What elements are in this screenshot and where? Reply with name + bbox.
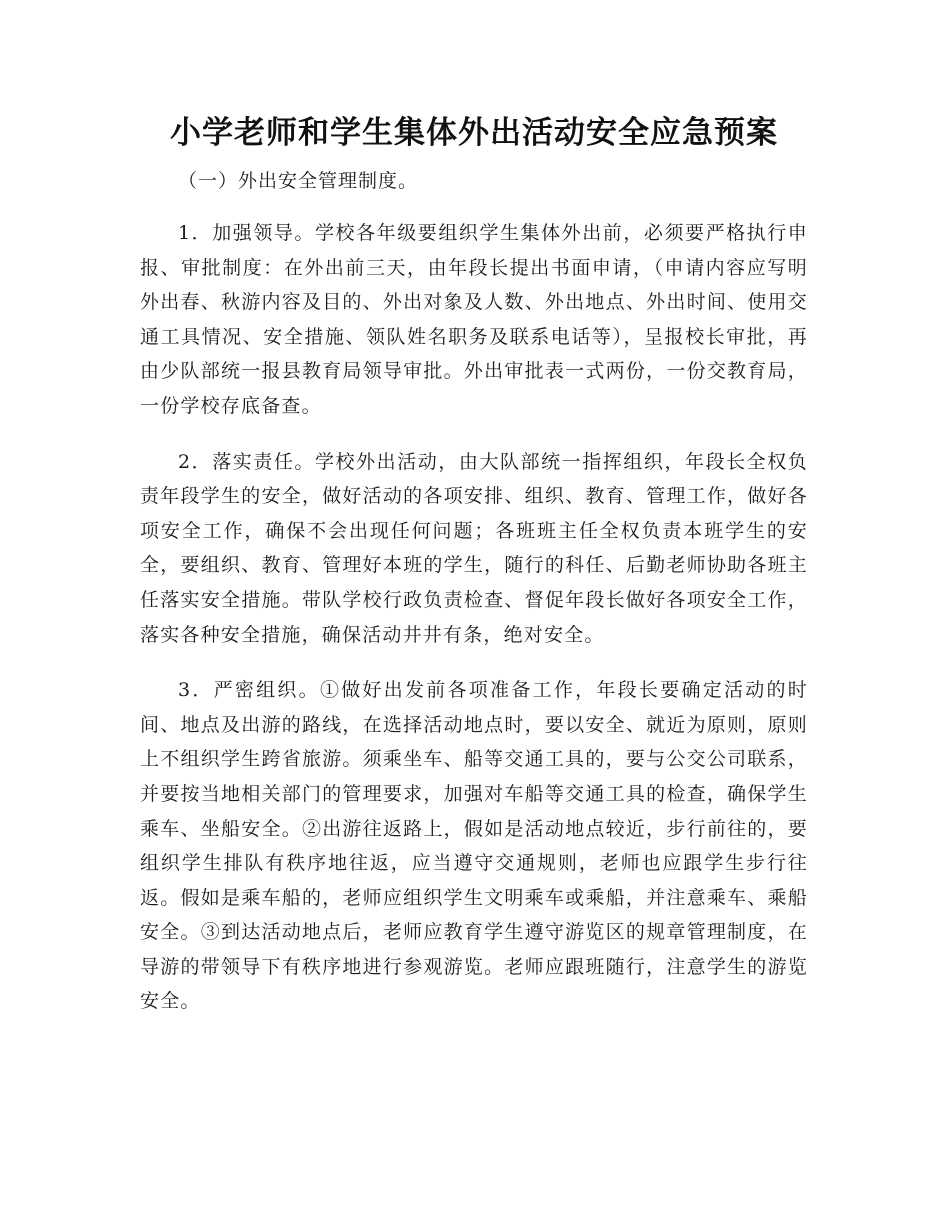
paragraph-organization: 3．严密组织。①做好出发前各项准备工作，年段长要确定活动的时间、地点及出游的路线，在选择活动地点时，要以安全、就近为原则，原则上不组织学生跨省旅游。须乘坐车、船等交通工具的，要与公交公司联系，并要按当地相关部门的管理要求，加强对车船等交通工具的检查，确保学生乘车、坐船安全。②出游往返路上，假如是活动地点较近，步行前往的，要组织学生排队有秩序地往返，应当遵守交通规则，老师也应跟学生步行往返。假如是乘车船的，老师应组织学生文明乘车或乘船，并注意乘车、乘船安全。③到达活动地点后，老师应教育学生遵守游览区的规章管理制度，在导游的带领导下有秩序地进行参观游览。老师应跟班随行，注意学生的游览安全。 (140, 679, 808, 1013)
document-title: 小学老师和学生集体外出活动安全应急预案 (170, 115, 778, 151)
document-page (140, 108, 808, 1040)
paragraph-leadership: 1．加强领导。学校各年级要组织学生集体外出前，必须要严格执行申报、审批制度：在外出前三天，由年段长提出书面申请，（申请内容应写明外出春、秋游内容及目的、外出对象及人数、外出地点、外出时间、使用交通工具情况、安全措施、领队姓名职务及联系电话等），呈报校长审批，再由少队部统一报县教育局领导审批。外出审批表一式两份，一份交教育局，一份学校存底备查。 (140, 222, 808, 417)
section-heading: （一）外出安全管理制度。 (178, 170, 419, 192)
paragraph-responsibility: 2．落实责任。学校外出活动，由大队部统一指挥组织，年段长全权负责年段学生的安全，做好活动的各项安排、组织、教育、管理工作，做好各项安全工作，确保不会出现任何问题；各班班主任全权负责本班学生的安全，要组织、教育、管理好本班的学生，随行的科任、后勤老师协助各班主任落实安全措施。带队学校行政负责检查、督促年段长做好各项安全工作，落实各种安全措施，确保活动井井有条，绝对安全。 (140, 450, 808, 646)
